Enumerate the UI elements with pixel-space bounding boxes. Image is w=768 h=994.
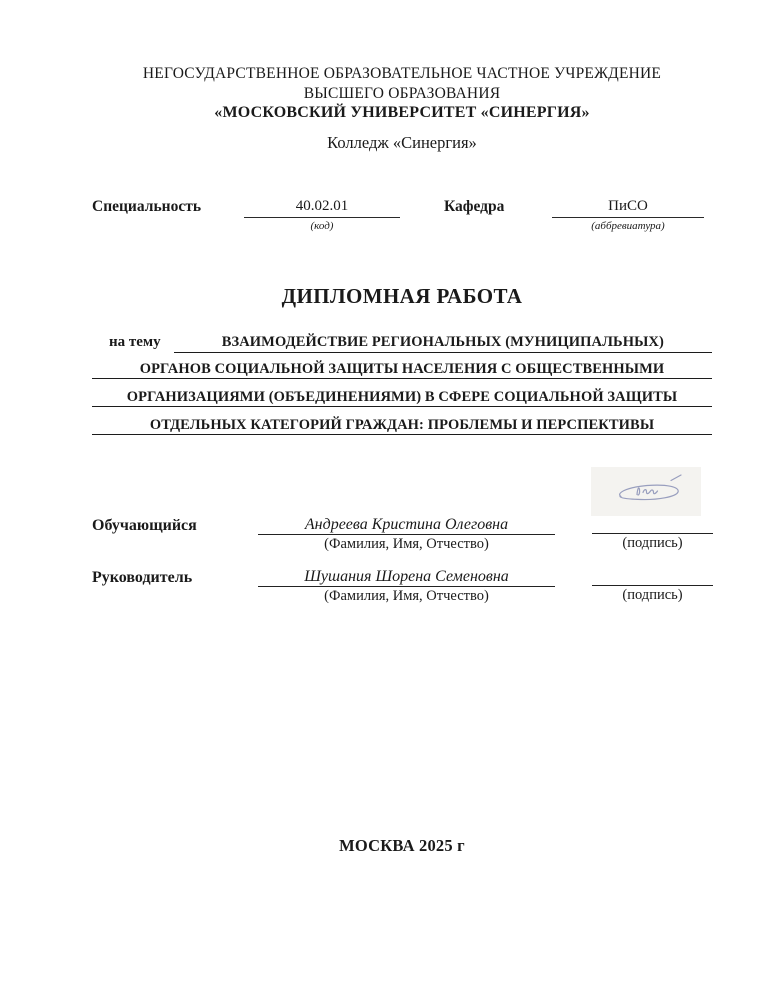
theme-row-1	[92, 333, 712, 353]
supervisor-signature-row	[0, 568, 768, 608]
theme-line-4: ОТДЕЛЬНЫХ КАТЕГОРИЙ ГРАЖДАН: ПРОБЛЕМЫ И ПЕРСПЕКТИВЫ	[92, 416, 712, 435]
theme-label: на тему	[109, 334, 161, 350]
supervisor-signature-caption: (подпись)	[622, 587, 683, 603]
department-value: ПиСО	[552, 196, 704, 218]
supervisor-name-field	[258, 568, 555, 605]
student-signature-line	[592, 516, 713, 534]
theme-line-3: ОРГАНИЗАЦИЯМИ (ОБЪЕДИНЕНИЯМИ) В СФЕРЕ СОЦИАЛЬНОЙ ЗАЩИТЫ	[92, 388, 712, 407]
theme-line-2: ОРГАНОВ СОЦИАЛЬНОЙ ЗАЩИТЫ НАСЕЛЕНИЯ С ОБЩЕСТВЕННЫМИ	[92, 360, 712, 379]
student-signature-caption: (подпись)	[622, 535, 683, 551]
student-signature-row	[0, 516, 768, 556]
department-caption: (аббревиатура)	[591, 220, 665, 232]
supervisor-role-label: Руководитель	[92, 569, 193, 586]
specialty-department-row	[0, 196, 768, 238]
student-name-field	[258, 516, 555, 553]
specialty-label: Специальность	[92, 198, 202, 215]
institution-name-line1: НЕГОСУДАРСТВЕННОЕ ОБРАЗОВАТЕЛЬНОЕ ЧАСТНОЕ УЧРЕЖДЕНИЕ	[142, 65, 662, 82]
document-title: ДИПЛОМНАЯ РАБОТА	[281, 284, 523, 308]
institution-header	[92, 64, 712, 153]
signature-scribble	[591, 467, 701, 516]
university-name: «МОСКОВСКИЙ УНИВЕРСИТЕТ «СИНЕРГИЯ»	[214, 104, 590, 121]
supervisor-signature-field	[592, 568, 713, 604]
theme-line-1: ВЗАИМОДЕЙСТВИЕ РЕГИОНАЛЬНЫХ (МУНИЦИПАЛЬНЫХ)	[174, 333, 712, 353]
specialty-field	[244, 196, 400, 233]
student-signature-field	[592, 516, 713, 552]
specialty-value: 40.02.01	[244, 196, 400, 218]
handwritten-signature-image	[591, 467, 701, 516]
student-name: Андреева Кристина Олеговна	[258, 516, 555, 535]
supervisor-signature-line	[592, 568, 713, 586]
student-role-label: Обучающийся	[92, 517, 197, 534]
department-field	[552, 196, 704, 233]
specialty-caption: (код)	[310, 220, 334, 232]
department-label: Кафедра	[444, 198, 505, 215]
student-name-caption: (Фамилия, Имя, Отчество)	[324, 536, 489, 552]
institution-name-line2: ВЫСШЕГО ОБРАЗОВАНИЯ	[303, 84, 501, 102]
supervisor-name: Шушания Шорена Семеновна	[258, 568, 555, 587]
college-name: Колледж «Синергия»	[327, 133, 477, 152]
supervisor-name-caption: (Фамилия, Имя, Отчество)	[324, 588, 489, 604]
city-year: МОСКВА 2025 г	[339, 836, 465, 855]
